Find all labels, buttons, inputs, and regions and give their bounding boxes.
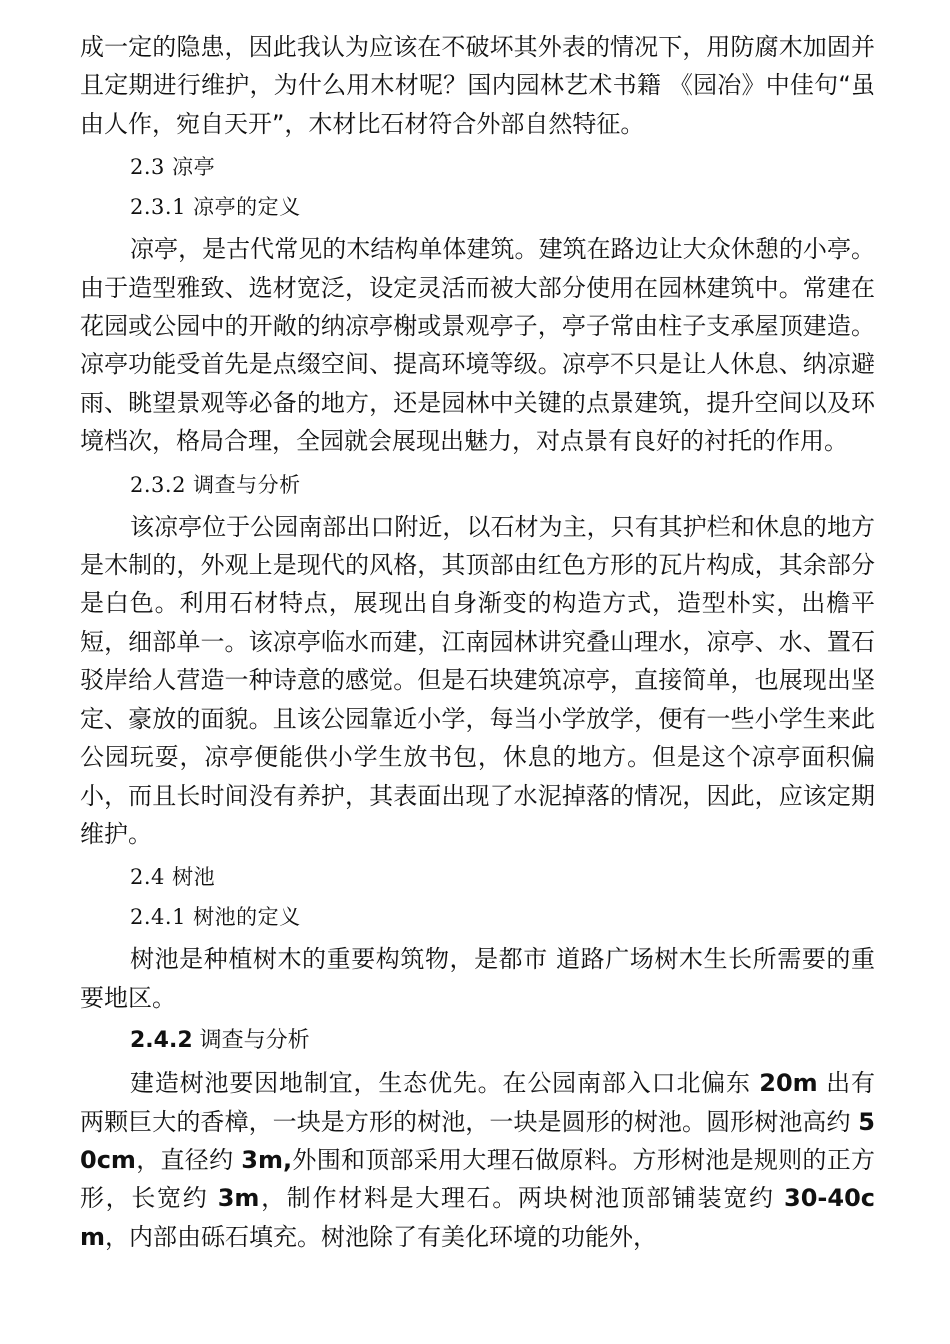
text-run: ，内部由砾石填充。树池除了有美化环境的功能外， — [105, 1222, 658, 1251]
heading-2-4-2 — [80, 1025, 875, 1057]
text-run: 出有两颗巨大的香樟，一块是方形的树池，一块是圆形的树池。圆形树池高约 — [80, 1069, 875, 1136]
paragraph-tree-pit-definition: 树池是种植树木的重要构筑物，是都市 道路广场树木生长所需要的重要地区。 — [80, 945, 875, 1012]
heading-2-4-1: 2.4.1 树池的定义 — [130, 905, 301, 930]
paragraph-tree-pit-survey — [80, 1064, 875, 1256]
document-page — [80, 28, 875, 1256]
heading-2-4-2-title: 调查与分析 — [192, 1028, 310, 1054]
heading-2-3: 2.3 凉亭 — [130, 155, 216, 180]
paragraph-pavilion-survey: 该凉亭位于公园南部出口附近，以石材为主，只有其护栏和休息的地方是木制的，外观上是现代的风格，其顶部由红色方形的瓦片构成，其余部分是白色。利用石材特点，展现出自身渐变的构造方式，造型朴实，出檐平短，细部单一。该凉亭临水而建，江南园林讲究叠山理水，凉亭、水、置石驳岸给人营造一种诗意的感觉。但是石块建筑凉亭，直接简单，也展现出坚定、豪放的面貌。且该公园靠近小学，每当小学放学，便有一些小学生来此公园玩耍，凉亭便能供小学生放书包，休息的地方。但是这个凉亭面积偏小，而且长时间没有养护，其表面出现了水泥掉落的情况，因此，应该定期维护。 — [80, 512, 875, 848]
heading-2-4: 2.4 树池 — [130, 865, 216, 890]
measurement-value: 3m, — [241, 1145, 293, 1174]
text-run: ，制作材料是大理石。两块树池顶部铺装宽约 — [259, 1184, 785, 1213]
text-run: ，直径约 — [135, 1145, 242, 1174]
measurement-value: 3m — [217, 1184, 260, 1213]
heading-2-4-2-number: 2.4.2 — [130, 1028, 193, 1054]
heading-2-3-1: 2.3.1 凉亭的定义 — [130, 195, 301, 220]
paragraph-pavilion-definition: 凉亭，是古代常见的木结构单体建筑。建筑在路边让大众休憩的小亭。由于造型雅致、选材宽泛，设定灵活而被大部分使用在园林建筑中。常建在花园或公园中的开敞的纳凉亭榭或景观亭子，亭子常由柱子支承屋顶建造。 凉亭功能受首先是点缀空间、提高环境等级。凉亭不只是让人休息、纳凉避雨、眺望景观等必备的地方，还是园林中关键的点景建筑，提升空间以及环境档次，格局合理，全园就会展现出魅力，对点景有良好的衬托的作用。 — [80, 235, 875, 456]
text-run: 建造树池要因地制宜，生态优先。在公园南部入口北偏东 — [130, 1069, 760, 1098]
text-run: 外围和顶部采用大理石做原料。方形树池是规则的正方形，长宽约 — [80, 1145, 875, 1213]
measurement-value: 50cm — [80, 1107, 875, 1174]
measurement-value: 30-40cm — [80, 1184, 875, 1251]
paragraph-intro: 成一定的隐患，因此我认为应该在不破坏其外表的情况下，用防腐木加固并且定期进行维护，为什么用木材呢？国内园林艺术书籍 《园冶》中佳句“虽由人作，宛自天开”，木材比石材符合外部自然特征。 — [80, 33, 875, 138]
heading-2-3-2: 2.3.2 调查与分析 — [130, 472, 301, 497]
measurement-value: 20m — [759, 1069, 818, 1098]
